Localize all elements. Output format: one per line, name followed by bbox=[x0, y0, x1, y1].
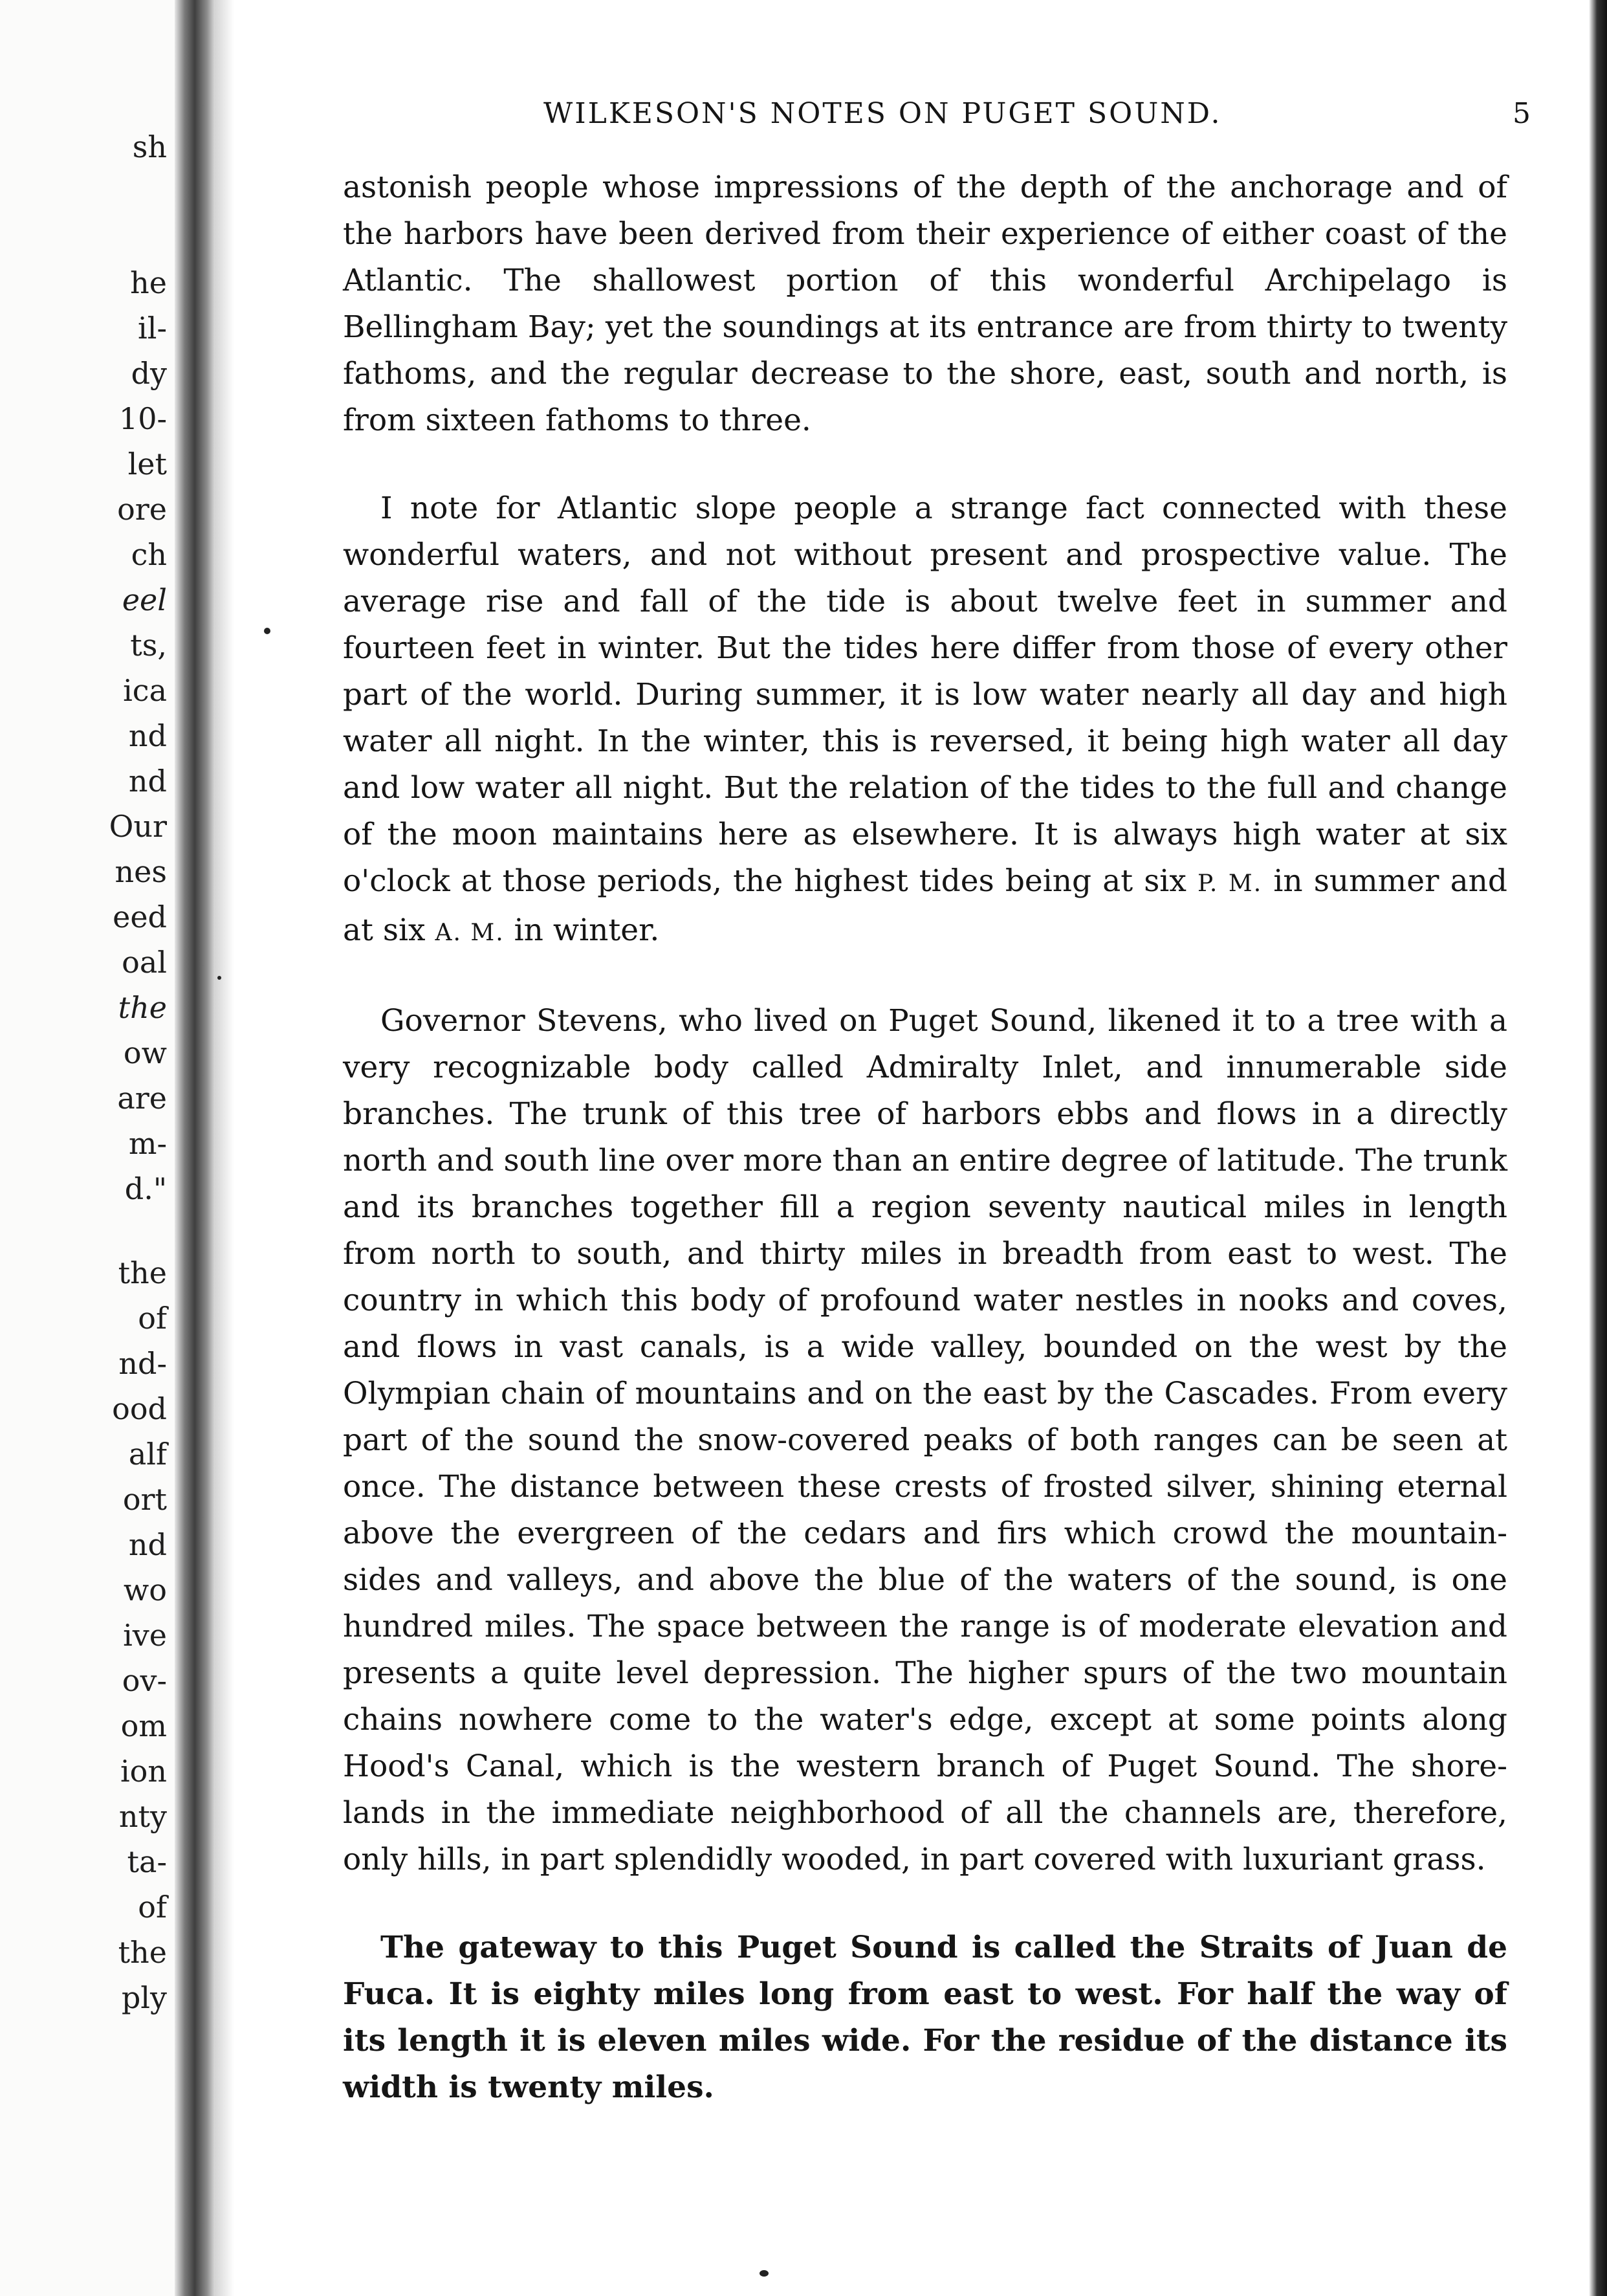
facing-page-fragment: dy bbox=[131, 356, 167, 391]
facing-page-fragment: ore bbox=[117, 492, 167, 527]
facing-page-fragment: of bbox=[138, 1890, 167, 1925]
paragraph-1: astonish people whose impressions of the depth of the anchorage and of the harbors have been derived from their experience of either coast of the Atlantic. The shallowest portion of this wonderful Archipelago is Bellingham Bay; yet the soundings at its entrance are from thirty to twenty fathoms, and the regular decrease to the shore, east, south and north, is from sixteen fathoms to three. bbox=[343, 170, 1507, 438]
facing-page-fragment: sh bbox=[132, 129, 167, 164]
facing-page-fragment: il- bbox=[138, 311, 167, 346]
facing-page-fragment: om bbox=[120, 1708, 167, 1743]
facing-page-fragment: ive bbox=[123, 1618, 167, 1653]
facing-page-fragment: the bbox=[118, 990, 167, 1025]
gutter-shadow bbox=[215, 0, 234, 2296]
facing-page-fragment: oal bbox=[122, 945, 167, 980]
facing-page-fragment: the bbox=[118, 1935, 167, 1970]
facing-page-fragment: ort bbox=[122, 1482, 167, 1517]
facing-page-fragment: ch bbox=[131, 537, 167, 572]
book-page bbox=[343, 97, 1531, 2152]
paragraph-2-end: in winter. bbox=[514, 912, 660, 948]
facing-page-fragment: wo bbox=[123, 1573, 167, 1607]
running-head bbox=[343, 97, 1531, 149]
book-gutter bbox=[175, 0, 215, 2296]
facing-page-fragment: nty bbox=[118, 1799, 167, 1834]
facing-page-fragment: 10- bbox=[118, 401, 167, 436]
facing-page-fragment: let bbox=[127, 447, 167, 481]
paragraph-2-mid: in summer and at six bbox=[343, 863, 1507, 948]
facing-page-fragment: ply bbox=[121, 1980, 167, 2015]
facing-page-fragment: alf bbox=[128, 1437, 167, 1472]
facing-page-fragment: ow bbox=[123, 1035, 167, 1070]
page-number: 5 bbox=[1513, 97, 1531, 130]
print-speck bbox=[760, 2270, 769, 2277]
facing-page-fragment: nd bbox=[128, 718, 167, 753]
am-abbreviation: A. M. bbox=[435, 920, 505, 946]
facing-page-fragment: ts, bbox=[130, 628, 167, 663]
facing-page-fragment: eed bbox=[113, 900, 167, 934]
facing-page-fragment: ica bbox=[123, 673, 167, 708]
facing-page-fragment: nd- bbox=[118, 1346, 167, 1381]
facing-page-fragment: d." bbox=[124, 1171, 167, 1206]
facing-page-fragment: nd bbox=[128, 1527, 167, 1562]
paragraph-2 bbox=[343, 485, 1507, 956]
facing-page-fragment: eel bbox=[122, 582, 167, 617]
paragraph-3: Governor Stevens, who lived on Puget Sound, likened it to a tree with a very recognizable body called Admiralty Inlet, and innumerable side branches. The trunk of this tree of harbors ebbs and flows in a directly north and south line over more than an entire degree of latitude. The trunk and its branches together fill a region seventy nautical miles in length from north to south, and thirty miles in breadth from east to west. The country in which this body of profound water nestles in nooks and coves, and flows in vast canals, is a wide valley, bounded on the west by the Olympian chain of mountains and on the east by the Cascades. From every part of the sound the snow-covered peaks of both ranges can be seen at once. The distance between these crests of frosted silver, shining eternal above the evergreen of the cedars and firs which crowd the mountain-sides and valleys, and above the blue of the waters of the sound, is one hundred miles. The space between the range is of moderate elevation and presents a quite level depression. The higher spurs of the two mountain chains nowhere come to the water's edge, except at some points along Hood's Canal, which is the western branch of Puget Sound. The shore-lands in the immediate neighborhood of all the channels are, therefore, only hills, in part splendidly wooded, in part covered with luxuriant grass. bbox=[343, 1003, 1507, 1877]
paragraph-4: The gateway to this Puget Sound is called the Straits of Juan de Fuca. It is eighty miles long from east to west. For half the way of its length it is eleven miles wide. For the residue of the distance its width is twenty miles. bbox=[343, 1930, 1507, 2105]
facing-page-fragment: ion bbox=[120, 1754, 167, 1789]
scan-edge bbox=[1589, 0, 1607, 2296]
facing-page-fragment: the bbox=[118, 1255, 167, 1290]
body-text bbox=[343, 164, 1507, 2111]
facing-page-fragment: nes bbox=[115, 854, 167, 889]
pm-abbreviation: P. M. bbox=[1197, 870, 1263, 897]
facing-page-fragment: m- bbox=[128, 1126, 167, 1161]
facing-page-fragment: nd bbox=[128, 764, 167, 799]
facing-page-fragment: ta- bbox=[127, 1844, 167, 1879]
paragraph-2-main: I note for Atlantic slope people a strange fact connected with these wonderful waters, and not without present and prospective value. The average rise and fall of the tide is about twelve feet in summer and fourteen feet in winter. But the tides here differ from those of every other part of the world. During summer, it is low water nearly all day and high water all night. In the winter, this is reversed, it being high water all day and low water all night. But the relation of the tides to the full and change of the moon maintains here as elsewhere. It is always high water at six o'clock at those periods, the highest tides being at six bbox=[343, 491, 1507, 899]
facing-page-fragment: he bbox=[130, 265, 167, 300]
facing-page-fragment: ov- bbox=[122, 1663, 167, 1698]
facing-page-fragment: ood bbox=[112, 1391, 167, 1426]
print-speck bbox=[217, 976, 221, 980]
facing-page-fragment: are bbox=[117, 1081, 167, 1116]
facing-page bbox=[0, 0, 175, 2296]
running-title: WILKESON'S NOTES ON PUGET SOUND. bbox=[543, 97, 1222, 130]
print-speck bbox=[264, 628, 270, 634]
facing-page-fragment: of bbox=[138, 1301, 167, 1336]
facing-page-fragment: Our bbox=[109, 809, 167, 844]
